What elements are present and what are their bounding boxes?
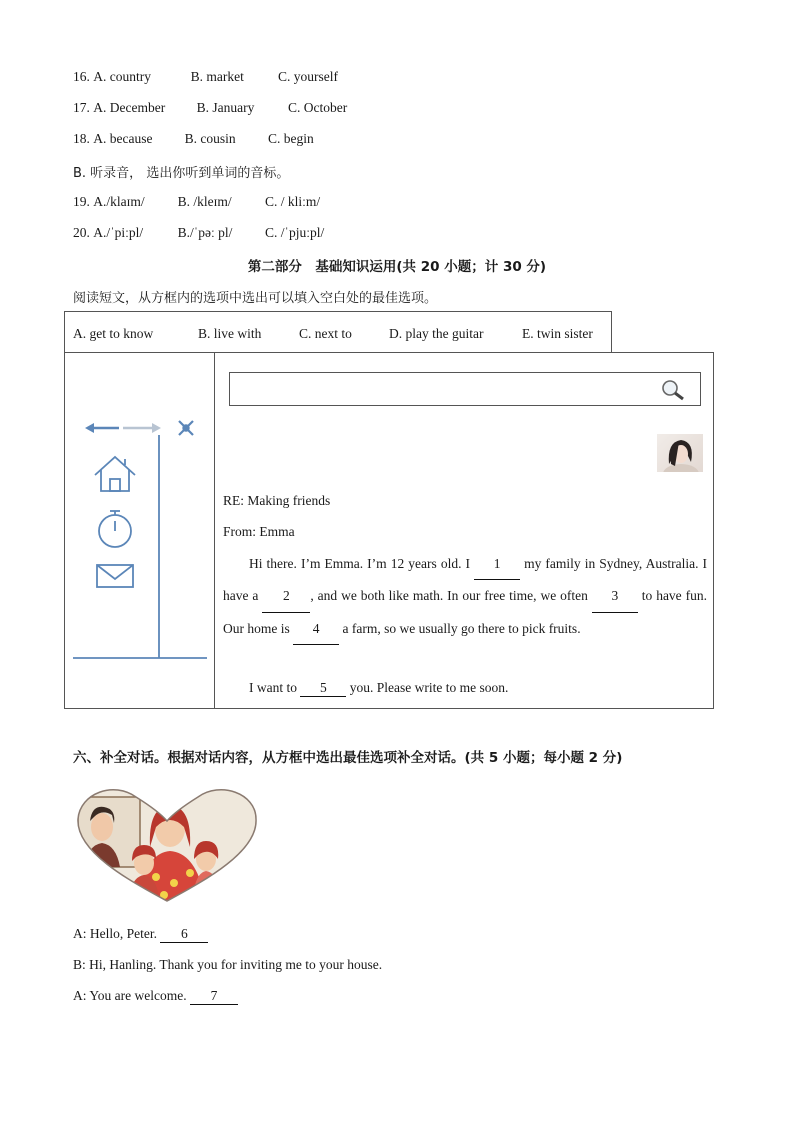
- mail-icon[interactable]: [97, 565, 133, 587]
- question-20: 20. A./ˈpiːpl/ B./ˈpəː pl/ C. /ˈpjuːpl/: [73, 225, 325, 240]
- email-body: Hi there. I’m Emma. I’m 12 years old. I 1 my family in Sydney, Australia. I have a 2 , and we both like math. In our free time, we often 3 to have fun. Our home is 4 a farm, so we usually go there to pick fruits.: [223, 548, 707, 645]
- option-b: B./ˈpəː pl/: [177, 225, 233, 240]
- blank-5: 5: [300, 680, 346, 697]
- dialogue-line-1: A: Hello, Peter. 6: [73, 926, 208, 943]
- option-e-text: E. twin sister: [522, 326, 593, 341]
- back-arrow-icon[interactable]: [85, 423, 119, 433]
- option-b: B. market: [190, 69, 244, 84]
- email-window: [64, 352, 714, 709]
- option-c: C. / kliːm/: [265, 194, 321, 209]
- question-18: 18. A. because B. cousin C. begin: [73, 131, 314, 146]
- email-sender: From: Emma: [223, 524, 295, 539]
- option-a: A. because: [93, 131, 153, 146]
- question-17: 17. A. December B. January C. October: [73, 100, 348, 115]
- section-b-instruction: B. 听录音， 选出你听到单词的音标。: [73, 166, 290, 181]
- family-heart-image: [74, 787, 260, 905]
- reading-instruction: 阅读短文，从方框内的选项中选出可以填入空白处的最佳选项。: [73, 291, 438, 306]
- avatar: [657, 434, 703, 472]
- option-a: A./klaɪm/: [93, 194, 145, 209]
- email-subject: RE: Making friends: [223, 493, 331, 508]
- search-input[interactable]: [229, 372, 701, 406]
- option-a: A. country: [93, 69, 151, 84]
- options-box: [64, 311, 612, 353]
- search-icon[interactable]: [660, 379, 686, 401]
- blank-4: 4: [293, 613, 339, 645]
- avatar-photo: [657, 434, 703, 472]
- option-d-text: D. play the guitar: [389, 326, 484, 341]
- blank-3: 3: [592, 580, 638, 612]
- blank-7: 7: [190, 988, 238, 1005]
- question-19: 19. A./klaɪm/ B. /kleɪm/ C. / kliːm/: [73, 194, 321, 209]
- part2-title: 第二部分 基础知识运用(共 20 小题；计 30 分): [247, 259, 547, 275]
- dialogue-line-2: B: Hi, Hanling. Thank you for inviting me to your house.: [73, 957, 383, 972]
- option-c: C. yourself: [278, 69, 338, 84]
- option-a-text: A. get to know: [73, 326, 154, 341]
- blank-1: 1: [474, 548, 520, 580]
- browser-sidebar: [73, 415, 211, 661]
- forward-arrow-icon[interactable]: [123, 423, 161, 433]
- section6-title: 六、补全对话。根据对话内容，从方框中选出最佳选项补全对话。(共 5 小题；每小题 2 分): [73, 750, 623, 766]
- option-c-text: C. next to: [299, 326, 352, 341]
- option-a: A. December: [93, 100, 166, 115]
- home-icon[interactable]: [95, 457, 135, 491]
- dialogue-line-3: A: You are welcome. 7: [73, 988, 238, 1005]
- option-b: B. /kleɪm/: [177, 194, 232, 209]
- option-b: B. cousin: [184, 131, 236, 146]
- close-icon[interactable]: [179, 421, 193, 435]
- option-b-text: B. live with: [198, 326, 262, 341]
- sidebar-divider: [214, 353, 215, 708]
- option-c: C. October: [288, 100, 348, 115]
- stopwatch-icon[interactable]: [99, 511, 131, 547]
- option-b: B. January: [196, 100, 255, 115]
- blank-2: 2: [262, 580, 310, 612]
- option-c: C. /ˈpjuːpl/: [265, 225, 325, 240]
- question-16: 16. A. country B. market C. yourself: [73, 69, 338, 84]
- option-a: A./ˈpiːpl/: [93, 225, 144, 240]
- email-closing: I want to 5 you. Please write to me soon.: [249, 680, 509, 695]
- blank-6: 6: [160, 926, 208, 943]
- option-c: C. begin: [268, 131, 314, 146]
